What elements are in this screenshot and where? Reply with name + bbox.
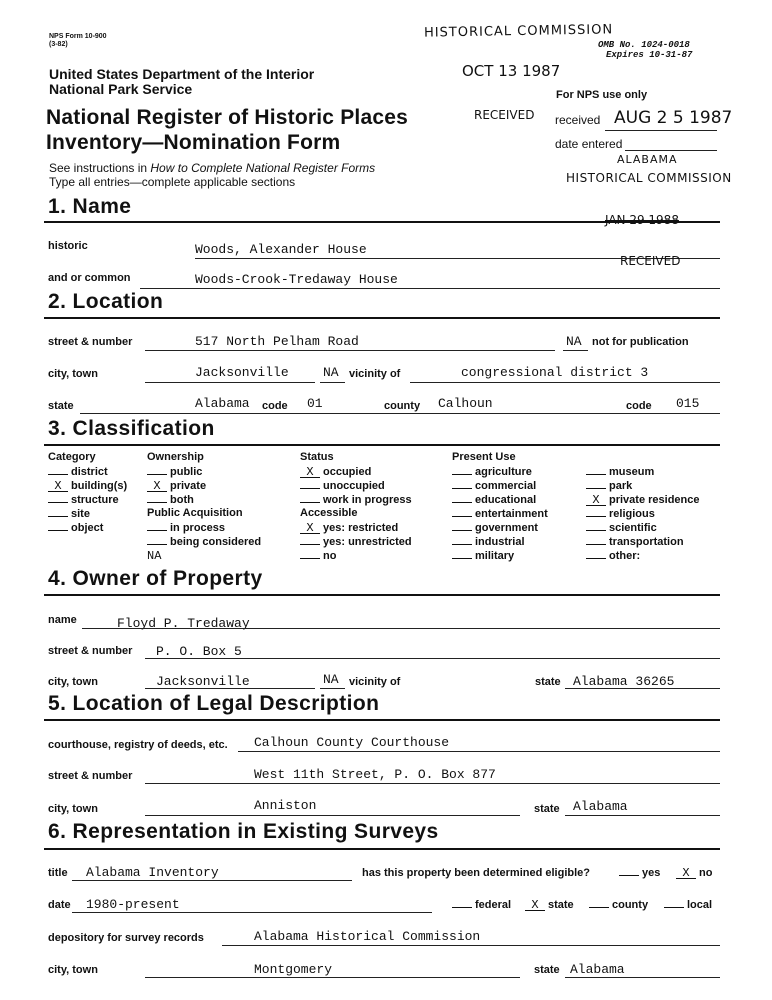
- section5-title: 5. Location of Legal Description: [48, 692, 380, 715]
- section6-title: 6. Representation in Existing Surveys: [48, 820, 439, 843]
- use-scientific[interactable]: scientific: [586, 521, 700, 535]
- acquisition-being-considered[interactable]: being considered: [147, 535, 261, 549]
- common-line: [140, 288, 720, 289]
- survey-local[interactable]: local: [664, 898, 712, 912]
- not-publication-label: not for publication: [592, 336, 689, 348]
- accessible-heading: Accessible: [300, 507, 358, 519]
- use-transportation[interactable]: transportation: [586, 535, 700, 549]
- survey-title-label: title: [48, 867, 68, 879]
- courthouse-label: courthouse, registry of deeds, etc.: [48, 739, 228, 751]
- section5-rule: [44, 719, 720, 721]
- county-value[interactable]: Calhoun: [438, 396, 493, 411]
- section3-title: 3. Classification: [48, 417, 215, 440]
- code-value[interactable]: 01: [307, 396, 323, 411]
- accessible-restricted[interactable]: X yes: restricted: [300, 521, 412, 535]
- historic-value[interactable]: Woods, Alexander House: [195, 242, 367, 257]
- status-occupied[interactable]: X occupied: [300, 465, 412, 479]
- survey-county[interactable]: county: [589, 898, 648, 912]
- owner-state-value[interactable]: Alabama 36265: [573, 674, 675, 689]
- date-entered-label: date entered: [555, 137, 623, 151]
- survey-date-value[interactable]: 1980-present: [86, 897, 180, 912]
- ownership-heading: Ownership: [147, 451, 204, 463]
- present-use-column: [452, 451, 548, 563]
- received2-stamp: RECEIVED: [620, 254, 681, 268]
- omb-number: OMB No. 1024-0018: [598, 40, 690, 50]
- ownership-both[interactable]: both: [147, 493, 261, 507]
- use-commercial[interactable]: commercial: [452, 479, 548, 493]
- section2-rule: [44, 317, 720, 319]
- received-stamp: RECEIVED: [474, 108, 535, 122]
- owner-city-value[interactable]: Jacksonville: [156, 674, 250, 689]
- commission-stamp-top: HISTORICAL COMMISSION: [423, 22, 614, 41]
- category-structure[interactable]: structure: [48, 493, 127, 507]
- received-label: received: [555, 113, 601, 127]
- nps-use-only: For NPS use only: [556, 89, 648, 101]
- use-educational[interactable]: educational: [452, 493, 548, 507]
- vicinity-value[interactable]: NA: [323, 365, 339, 380]
- legal-state-value[interactable]: Alabama: [573, 799, 628, 814]
- use-park[interactable]: park: [586, 479, 700, 493]
- survey-city-label: city, town: [48, 964, 98, 976]
- street-label: street & number: [48, 336, 133, 348]
- category-column: [48, 451, 127, 535]
- status-column: [300, 451, 412, 563]
- survey-state-value[interactable]: Alabama: [570, 962, 625, 977]
- instructions-line2: Type all entries—complete applicable sections: [49, 175, 296, 189]
- legal-city-value[interactable]: Anniston: [254, 798, 317, 813]
- acquisition-in-process[interactable]: in process: [147, 521, 261, 535]
- legal-street-value[interactable]: West 11th Street, P. O. Box 877: [254, 767, 496, 782]
- section4-rule: [44, 594, 720, 596]
- category-object[interactable]: object: [48, 521, 127, 535]
- county-label: county: [384, 400, 421, 412]
- ownership-public[interactable]: public: [147, 465, 261, 479]
- jan-date-stamp: JAN 29 1988: [605, 213, 679, 227]
- state-label: state: [48, 400, 74, 412]
- eligible-yes[interactable]: yes: [619, 866, 660, 880]
- survey-federal[interactable]: federal: [452, 898, 511, 912]
- city-label: city, town: [48, 368, 98, 380]
- courthouse-value[interactable]: Calhoun County Courthouse: [254, 735, 450, 750]
- code-label: code: [262, 400, 288, 412]
- survey-state[interactable]: X state: [525, 898, 574, 912]
- depository-value[interactable]: Alabama Historical Commission: [254, 929, 481, 944]
- received-date: AUG 2 5 1987: [614, 108, 733, 128]
- acquisition-heading: Public Acquisition: [147, 507, 243, 519]
- survey-title-value[interactable]: Alabama Inventory: [86, 865, 219, 880]
- common-value[interactable]: Woods-Crook-Tredaway House: [195, 272, 398, 287]
- status-unoccupied[interactable]: unoccupied: [300, 479, 412, 493]
- section4-title: 4. Owner of Property: [48, 567, 263, 590]
- service-name: National Park Service: [49, 81, 193, 97]
- status-heading: Status: [300, 451, 334, 463]
- use-other[interactable]: other:: [586, 549, 700, 563]
- eligible-no[interactable]: X no: [676, 866, 712, 880]
- form-number: NPS Form 10-900: [49, 33, 107, 40]
- use-museum[interactable]: museum: [586, 465, 700, 479]
- code2-value[interactable]: 015: [676, 396, 700, 411]
- vicinity-label: vicinity of: [349, 368, 401, 380]
- category-district[interactable]: district: [48, 465, 127, 479]
- ownership-column: [147, 451, 261, 563]
- form-title-line1: National Register of Historic Places: [46, 106, 408, 129]
- section1-title: 1. Name: [48, 195, 132, 218]
- use-private-residence[interactable]: X private residence: [586, 493, 700, 507]
- date-stamp: OCT 13 1987: [462, 62, 561, 80]
- category-heading: Category: [48, 451, 96, 463]
- congressional-district[interactable]: congressional district 3: [461, 365, 649, 380]
- legal-city-label: city, town: [48, 803, 98, 815]
- category-buildings[interactable]: X building(s): [48, 479, 127, 493]
- ownership-private[interactable]: X private: [147, 479, 261, 493]
- use-industrial[interactable]: industrial: [452, 535, 548, 549]
- state-value[interactable]: Alabama: [195, 396, 250, 411]
- use-agriculture[interactable]: agriculture: [452, 465, 548, 479]
- use-military[interactable]: military: [452, 549, 548, 563]
- department-name: United States Department of the Interior: [49, 66, 315, 82]
- street-value[interactable]: 517 North Pelham Road: [195, 334, 359, 349]
- owner-street-label: street & number: [48, 645, 133, 657]
- accessible-no[interactable]: no: [300, 549, 412, 563]
- legal-state-label: state: [534, 803, 560, 815]
- present-use-column2: [586, 465, 700, 563]
- alabama-stamp: ALABAMA: [617, 153, 678, 166]
- owner-street-value[interactable]: P. O. Box 5: [156, 644, 242, 659]
- use-religious[interactable]: religious: [586, 507, 700, 521]
- section3-rule: [44, 444, 720, 446]
- expires-date: Expires 10-31-87: [606, 50, 693, 60]
- category-site[interactable]: site: [48, 507, 127, 521]
- instructions-line1: See instructions in How to Complete National Register Forms: [49, 161, 376, 175]
- form-date: (3-82): [49, 41, 68, 48]
- section2-title: 2. Location: [48, 290, 164, 313]
- section6-rule: [44, 848, 720, 850]
- owner-vicinity-label: vicinity of: [349, 676, 401, 688]
- commission-stamp-right: HISTORICAL COMMISSION: [566, 171, 732, 185]
- legal-street-label: street & number: [48, 770, 133, 782]
- use-entertainment[interactable]: entertainment: [452, 507, 548, 521]
- common-label: and or common: [48, 272, 131, 284]
- survey-city-value[interactable]: Montgomery: [254, 962, 333, 977]
- historic-label: historic: [48, 240, 88, 252]
- owner-vicinity-value[interactable]: NA: [323, 672, 339, 687]
- not-publication-value[interactable]: NA: [566, 334, 582, 349]
- owner-name-label: name: [48, 614, 77, 626]
- use-government[interactable]: government: [452, 521, 548, 535]
- status-work-in-progress[interactable]: work in progress: [300, 493, 412, 507]
- street-line: [145, 350, 555, 351]
- form-title-line2: Inventory—Nomination Form: [46, 131, 341, 154]
- owner-name-value[interactable]: Floyd P. Tredaway: [117, 616, 250, 631]
- owner-city-label: city, town: [48, 676, 98, 688]
- accessible-unrestricted[interactable]: yes: unrestricted: [300, 535, 412, 549]
- eligible-question: has this property been determined eligible?: [362, 867, 590, 879]
- code2-label: code: [626, 400, 652, 412]
- present-use-heading: Present Use: [452, 451, 516, 463]
- owner-state-label: state: [535, 676, 561, 688]
- survey-state-label: state: [534, 964, 560, 976]
- city-value[interactable]: Jacksonville: [195, 365, 289, 380]
- depository-label: depository for survey records: [48, 932, 204, 944]
- survey-date-label: date: [48, 899, 71, 911]
- acquisition-note: NA: [147, 549, 162, 563]
